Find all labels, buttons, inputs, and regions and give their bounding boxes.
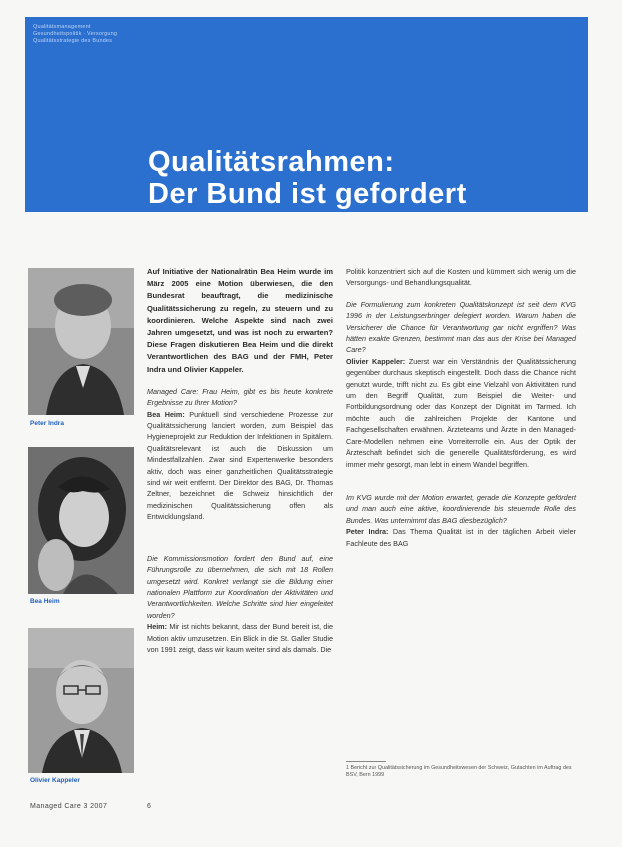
answer-3: [346, 356, 576, 470]
question-2: Die Kommissionsmotion fordert den Bund auf, eine Führungsrolle zu übernehmen, die sich mit 18 Rollen umgesetzt wird. Konkret verlangt sie die Bildung einer nationalen Plattform zur Koordination der Aktivitäten und Verantwortlichkeiten. Welche Schritte sind hier eingeleitet worden?: [147, 553, 333, 620]
paragraph-continued: Politik konzentriert sich auf die Kosten und kümmert sich wenig um die Versorgungs- und Behandlungsqualität.: [346, 267, 576, 288]
page-number: 6: [147, 803, 151, 810]
article-column-1: [147, 266, 333, 655]
rubric-line-3: Qualitätsstrategie des Bundes: [33, 38, 113, 44]
caption-bea-heim: Bea Heim: [30, 598, 60, 605]
speaker-heim: Heim:: [147, 622, 167, 632]
title-line-2: Der Bund ist gefordert: [148, 178, 467, 210]
question-4: Im KVG wurde mit der Motion erwartet, gerade die Konzepte gefördert und man auch eine aktive, koordinierende bis steuernde Rolle des Bundes. Was unternimmt das BAG diesbezüglich?: [346, 492, 576, 525]
speaker-olivier-kappeler: Olivier Kappeler:: [346, 356, 406, 366]
rubric-line-2: Gesundheitspolitik · Versorgung: [33, 31, 118, 37]
rubric-line-1: Qualitätsmanagement: [33, 24, 91, 30]
rubric: [33, 24, 117, 45]
answer-1: [147, 409, 333, 523]
portrait-photo-olivier-kappeler: [28, 628, 134, 773]
question-3: Die Formulierung zum konkreten Qualitätskonzept ist seit dem KVG 1996 in der Leistungserbringer delegiert worden. Warum haben die Versicherer die Chance für Verantwortung gar nicht ergriffen? Was hätten exakte Grenzen, bestimmt man das aus der Krise bei Managed Care?: [346, 299, 576, 355]
footnote-divider: [346, 761, 386, 762]
journal-footer: Managed Care 3 2007: [30, 803, 108, 810]
speaker-bea-heim: Bea Heim:: [147, 409, 185, 419]
answer-4: [346, 526, 576, 549]
article-column-2: [346, 266, 576, 549]
answer-2: [147, 621, 333, 655]
title-line-1: Qualitätsrahmen:: [148, 146, 395, 178]
answer-3-text: Zuerst war ein Verständnis der Qualitätssicherung gegenüber durchaus skeptisch eingestellt. Doch dass die Chance nicht genutzt wurde, trifft nicht zu. Es gibt eine Vielzahl von Aktivitäten rund um den Begriff Qualität, zum Beispiel die Weiter- und Fortbildungsordnung oder das Konzept der Dignität im Tarmed. Ich möchte auch die zahlreichen Projekte der Kantone und Fachgesellschaften erwähnen. Ärzteteams und Ärzte in den Managed-Care-Modellen nehmen eine Vorreiterrolle ein. Aus der Optik der Ärzteschaft befindet sich die generelle Qualitätsförderung, es wird immer mehr gesorgt, man lebt in einem Wandel begriffen.: [346, 356, 576, 469]
page-title: [148, 146, 467, 210]
speaker-peter-indra: Peter Indra:: [346, 527, 389, 537]
answer-2-text: Mir ist nichts bekannt, dass der Bund bereit ist, die Motion aktiv umzusetzen. Ein Blick in die St. Galler Studie von 1991 zeigt, dass wir kaum weiter sind als damals. Die: [147, 622, 333, 654]
caption-peter-indra: Peter Indra: [30, 420, 64, 427]
answer-4-text: Das Thema Qualität ist in der täglichen Arbeit vieler Fachleute des BAG: [346, 527, 576, 548]
article-lead: Auf Initiative der Nationalrätin Bea Heim wurde im März 2005 eine Motion überwiesen, die den Bundesrat beauftragt, die medizinische Qualitätssicherung zu regeln, zu steuern und zu koordinieren. Welche Aspekte sind nach zwei Jahren umgesetzt, und was ist noch zu erwarten? Diese Fragen diskutieren Bea Heim und die direkt Verantwortlichen des BAG und der FMH, Peter Indra und Olivier Kappeler.: [147, 267, 333, 374]
answer-1-text: Punktuell sind verschiedene Prozesse zur Qualitätssicherung lanciert worden, zum Beispiel das Hygieneprojekt zur Reduktion der Infektionen in Spitälern. Qualitätsrelevant ist auch die Diskussion um Mindestfallzahlen. Zwar sind Expertenwerke besonders aktiv, doch was einer ganzheitlichen Qualitätsstrategie sind wir weit entfernt. Der Direktor des BAG, Dr. Thomas Zeltner, bezeichnet die Schweiz hinsichtlich der medizinischen Qualitätssicherung offen als Entwicklungsland.: [147, 409, 333, 522]
portrait-photo-bea-heim: [28, 447, 134, 594]
portrait-photo-peter-indra: [28, 268, 134, 415]
question-1: Managed Care: Frau Heim, gibt es bis heute konkrete Ergebnisse zu Ihrer Motion?: [147, 386, 333, 408]
caption-olivier-kappeler: Olivier Kappeler: [30, 777, 80, 784]
footnote: 1 Bericht zur Qualitätssicherung im Gesundheitswesen der Schweiz, Gutachten im Auftrag des BSV, Bern 1999: [346, 765, 572, 778]
